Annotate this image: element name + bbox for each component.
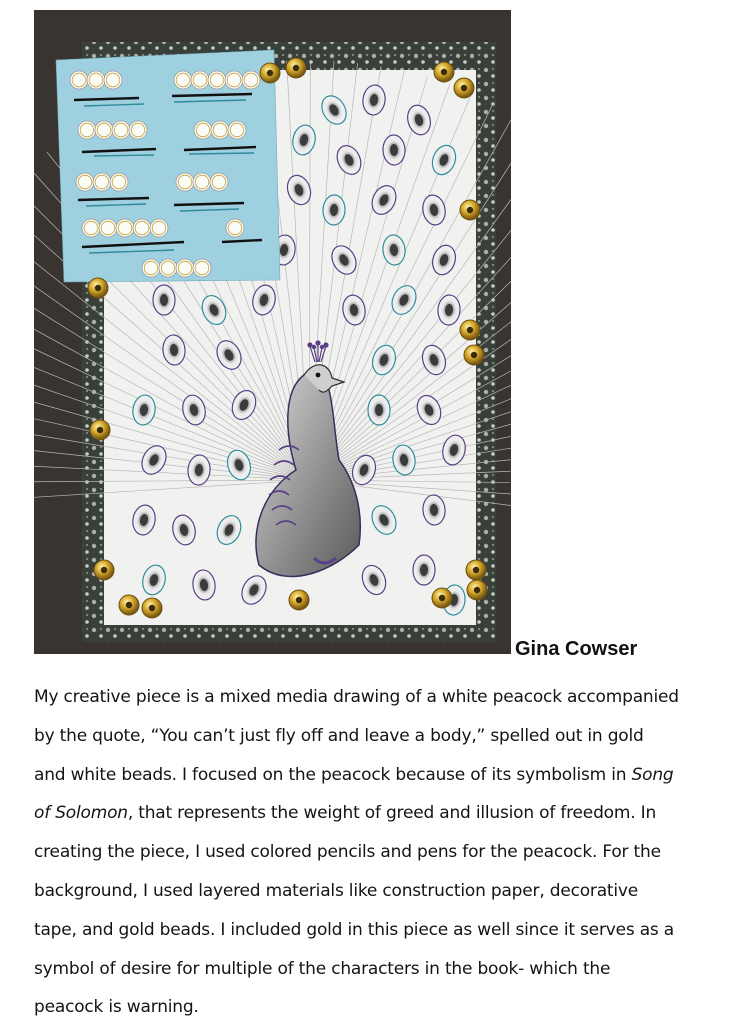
artist-statement xyxy=(34,678,694,1027)
feather-eye xyxy=(382,135,405,166)
essay-line: by the quote, “You can’t just fly off and leave a body,” spelled out in gold xyxy=(34,725,644,746)
feather-eye xyxy=(413,555,436,585)
quote-paper xyxy=(56,50,280,282)
essay-line: tape, and gold beads. I included gold in this piece as well since it serves as a xyxy=(34,919,675,940)
essay-line: and white beads. I focused on the peacock because of its symbolism in Song xyxy=(34,764,674,785)
essay-line: of Solomon, that represents the weight of greed and illusion of freedom. In xyxy=(34,803,657,824)
essay-line: creating the piece, I used colored pencils and pens for the peacock. For the xyxy=(34,842,661,863)
peacock-artwork-photo xyxy=(34,10,511,654)
essay-line: My creative piece is a mixed media drawing of a white peacock accompanied xyxy=(34,687,679,707)
artwork-illustration xyxy=(34,10,511,654)
book-title: of Solomon xyxy=(34,803,128,824)
book-title: Song xyxy=(631,764,674,785)
feather-eye xyxy=(368,395,390,425)
essay-line: background, I used layered materials like construction paper, decorative xyxy=(34,880,639,901)
essay-line: peacock is warning. xyxy=(34,997,199,1018)
author-name: Gina Cowser xyxy=(515,638,638,660)
essay-line: symbol of desire for multiple of the characters in the book- which the xyxy=(34,958,611,979)
feather-eye xyxy=(153,285,176,315)
